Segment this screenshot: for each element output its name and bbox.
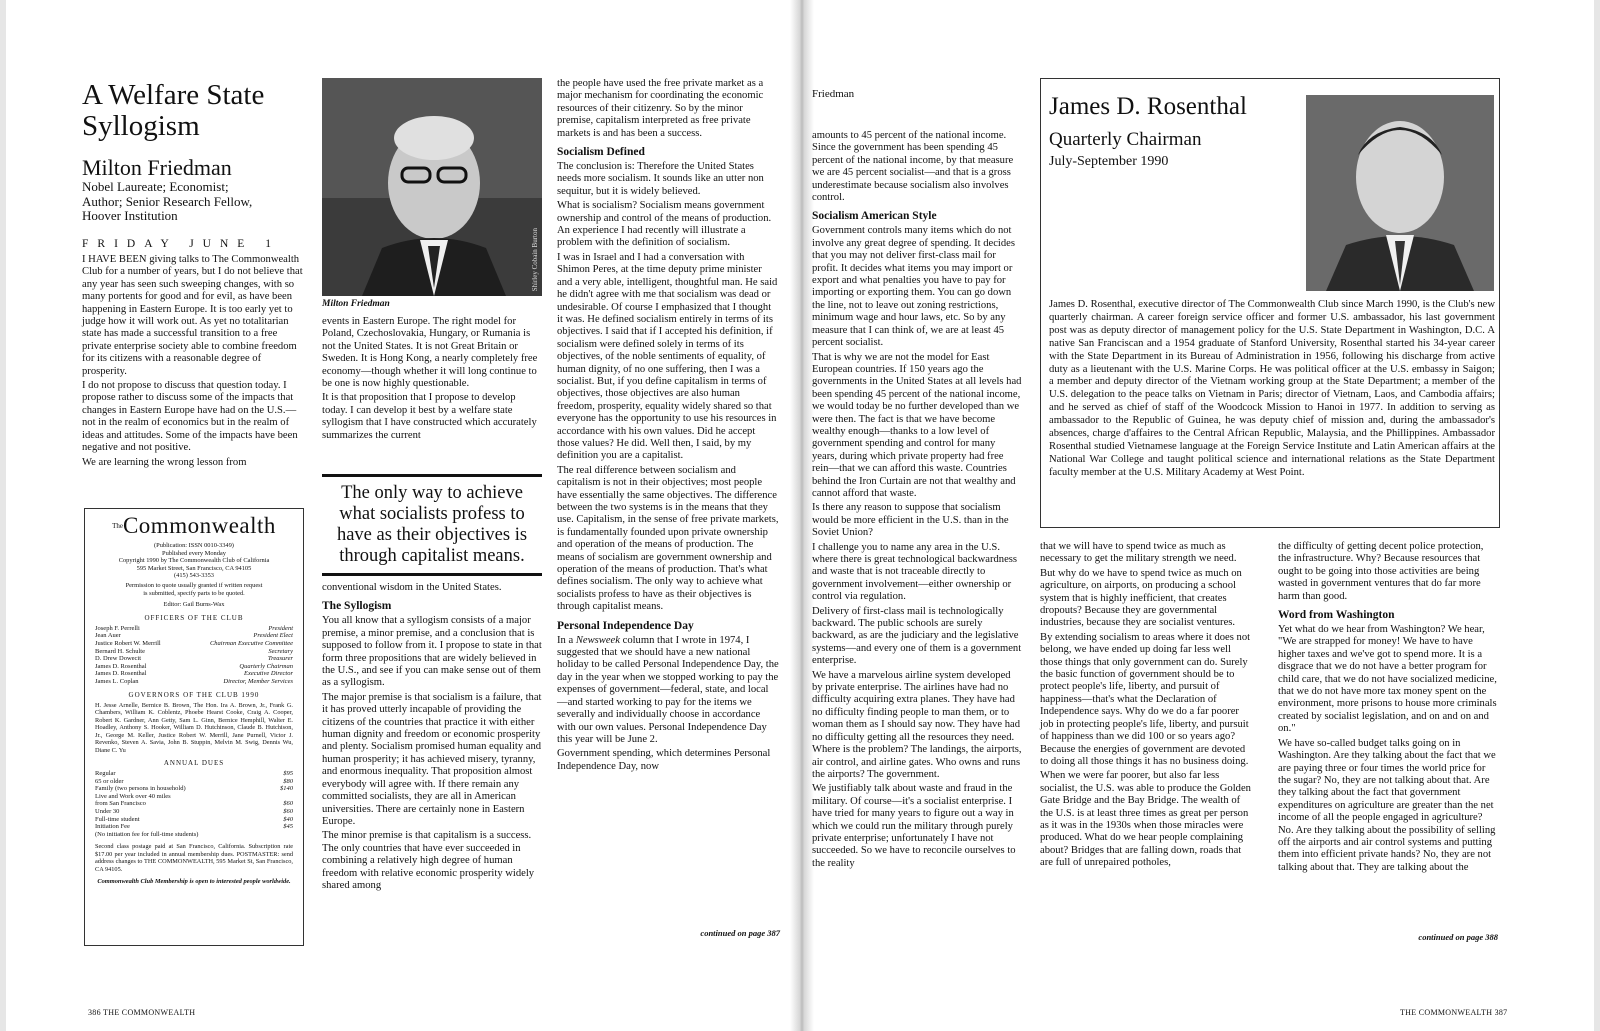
right-page-edge (1594, 0, 1600, 1031)
dues-list (95, 770, 293, 838)
page-footer-left: 386 THE COMMONWEALTH (88, 1008, 196, 1017)
paragraph: events in Eastern Europe. The right model for Poland, Czechoslovakia, Hungary, or Rumania is not the United States. It is not Great Britain or Sweden. It is Hong Kong, a nearly completely free economy—though whether it will long continue to be one is now highly questionable. (322, 316, 538, 390)
article-column-2-continued (322, 582, 542, 894)
officer-row: Bernard H. Schulte Secretary (95, 647, 293, 655)
officer-row: James L. Coplan Director, Member Services (95, 677, 293, 685)
paragraph: The conclusion is: Therefore the United States needs more socialism. It sounds like an utter non sequitur, but it is widely believed. (557, 161, 764, 197)
paragraph: amounts to 45 percent of the national income. Since the government has been spending 45 percent of the national income, by that measure we are 45 percent socialist—and that is a gross underestimate because socialism also involves control. (812, 130, 1014, 204)
dues-row: Regular $95 (95, 770, 293, 777)
running-head: Friedman (812, 88, 855, 100)
paragraph: Yet what do we hear from Washington? We hear, "We are strapped for money! We have to have higher taxes and we've got to spend more. It is a disgrace that we do not have a better program for child care, that we do not have socialized medicine, that we do not have more tax money spent on the environment, more prisons to house more criminals created by socialist legislation, and on and on and on." (1278, 624, 1497, 735)
paragraph: The minor premise is that capitalism is a success. The only countries that have ever succeeded in combining a relatively high degree of human freedom with relative economic prosperity widely shared among (322, 830, 535, 891)
paragraph: Government controls many items which do not involve any great degree of spending. It decides that you may not deliver first-class mail for profit. It decides what items you may import or export and what penalties you have to pay for importing or exporting them. You can go down the line, not to leave out zoning restrictions, minimum wage and hour laws, etc. So by any measure that I can think of, we are at least 45 percent socialist. (812, 225, 1015, 349)
bio-role: Quarterly Chairman (1049, 129, 1202, 150)
paragraph: When we were far poorer, but also far less socialist, the U.S. was able to produce the Golden Gate Bridge and the Bay Bridge. The wealth of the U.S. is at least three times as great per person as it was in the 1930s when those miracles were produced. What do we hear people complaining about? Bridges that are falling down, roads that are full of unrepaired potholes, (1040, 770, 1251, 869)
portrait-image (322, 78, 542, 296)
dues-heading: ANNUAL DUES (163, 759, 225, 767)
paragraph: In a Newsweek column that I wrote in 1974, I suggested that we should have a new national holiday to be called Personal Independence Day, the day in the year when we stopped working to pay the expenses of government—federal, state, and local—and started working to pay for the items we severally and individually choose in accordance with our own values. Personal Independence Day this year will be June 2. (557, 634, 779, 745)
article-column-3 (557, 78, 779, 775)
paragraph: We are learning the wrong lesson from (82, 456, 247, 468)
author-affiliation: Nobel Laureate; Economist; Author; Senior Research Fellow, Hoover Institution (82, 179, 253, 223)
paragraph: The major premise is that socialism is a failure, that it has proved utterly incapable of providing the citizens of the countries that practice it with either human dignity and freedom or economic prosperity and plenty. Socialism promised human equality and human prosperity; it has achieved misery, tyranny, and enormous inequality. That proposition almost everybody will agree with. If there remain any committed socialists, they are all in American universities. There are certainly none in Eastern Europe. (322, 691, 542, 827)
section-heading: Socialism Defined (557, 146, 645, 159)
photo-caption: Milton Friedman (322, 299, 390, 309)
article-column-1 (82, 254, 304, 471)
dues-row: Live and Work over 40 miles (95, 792, 171, 800)
dues-row: Under 30 $60 (95, 807, 293, 815)
paragraph: It is that proposition that I propose to develop today. I can develop it best by a welfare state syllogism that I have constructed which accurately summarizes the current (322, 392, 537, 441)
officer-row: Joseph F. Perrelli President (95, 624, 293, 632)
section-heading: Personal Independence Day (557, 619, 694, 632)
speech-date: FRIDAY JUNE 1 (82, 237, 280, 250)
section-heading: Socialism American Style (812, 210, 937, 223)
paragraph: the difficulty of getting decent police protection, the infrastructure. Why? Because resources that ought to be going into those activities are being wasted in government ventures that do far more harm than good. (1278, 541, 1484, 602)
governors-list: H. Jesse Arnelle, Bernice B. Brown, The Hon. Ira A. Brown, Jr., Frank G. Chambers, William K. Coblentz, Phoebe Hearst Cooke, Craig A. Cooper, Robert K. Gardner, Ann Getty, Sam L. Ginn, Bernice Hemphill, Walter E. Hoadley, Anthony S. Hooker, William D. Hutchinson, Claude B. Hutchison, Jr., George M. Keller, Justice Robert W. Merrill, Jane Purnell, Victor J. Revenko, Steven A. Savia, John B. Stuppin, Melvin M. Swig, Dennis Wu, Diane C. Yu (95, 701, 293, 754)
paragraph: I challenge you to name any area in the U.S. where there is great technological backwardness and waste that is not traceable directly to government involvement—either ownership or control via regulation. (812, 541, 1018, 603)
friedman-photo (322, 78, 542, 296)
officer-row: D. Drew Dowecit Treasurer (95, 655, 293, 663)
editor-line: Editor: Gail Burns-Wax (163, 601, 225, 609)
paragraph: By extending socialism to areas where it does not belong, we have ended up doing far less well those things that only government can do. Surely the basic function of government should be to protect people's life, liberty, and pursuit of happiness—that's what the Declaration of Independence says. Why do we do a far poorer job in protecting people's life, liberty, and pursuit of happiness than we did 100 or so years ago? Because the energies of government are devoted to doing all those things it has no business doing. (1040, 631, 1251, 767)
postage-notice: Second class postage paid at San Francisco, California. Subscription rate $17.00 per year included in annual membership dues. POSTMASTER: send address changes to THE COMMONWEALTH, 595 Market St, San Francisco, CA 94105. (95, 843, 293, 873)
section-heading: The Syllogism (322, 600, 392, 613)
right-column-3 (1278, 541, 1498, 876)
paragraph: I was in Israel and I had a conversation with Shimon Peres, at the time deputy prime minister and a very able, intelligent, thoughtful man. He said he didn't agree with me that socialism was dead or undesirable. Of course I emphasized that I thought it was. He defined socialism entirely in terms of its objectives. I said that if I accepted his definition, if socialism were defined solely in terms of its objectives, of the noble sentiments of equality, of human dignity, of no one suffering, then I was a socialist. But, if you define capitalism in terms of objectives, those objectives are also human freedom, prosperity, equality widely shared so that everyone has the opportunity to use his resources in accordance with his own values. Did he accept those values? He did. Well then, I said, by my definition you are a capitalist. (557, 251, 778, 462)
paragraph: That is why we are not the model for East European countries. If 150 years ago the governments in the United States at all levels had been spending 45 percent of the national income, we would today be no further developed than we were then. The fact is that we have become wealthy enough—thanks to a low level of government spending and control for many years, during which private property had free rein—that we can afford this waste. Countries behind the Iron Curtain are not that wealthy and cannot afford that waste. (812, 351, 1022, 499)
paragraph: that we will have to spend twice as much as necessary to get the military strength we need. (1040, 541, 1237, 565)
bio-period: July-September 1990 (1049, 154, 1169, 169)
officer-row: Jean Auer President Elect (95, 632, 293, 640)
dues-row: Full-time student $40 (95, 815, 293, 823)
publication-info: (Publication: ISSN 0010-3349) Published every Monday Copyright 1990 by The Commonwealth Club of California 595 Market Street, San Francisco, CA 94105 (415) 543-3353 Permission to quote usually granted if written request is submitted, specify parts to be quoted. Editor: Gail Burns-Wax (95, 542, 293, 609)
page-footer-right: THE COMMONWEALTH 387 (1400, 1008, 1508, 1017)
right-column-1 (812, 130, 1022, 872)
continued-note: continued on page 388 (1418, 932, 1498, 942)
bio-name: James D. Rosenthal (1049, 93, 1247, 120)
paragraph: Is there any reason to suppose that socialism would be more efficient in the U.S. than in the Soviet Union? (812, 502, 1009, 539)
officer-row: Justice Robert W. Merrill Chairman Executive Committee (95, 639, 293, 647)
officer-row: James D. Rosenthal Quarterly Chairman (95, 662, 293, 670)
governors-heading: GOVERNORS OF THE CLUB 1990 (128, 690, 260, 699)
dues-row: 65 or older $80 (95, 777, 293, 785)
author-name: Milton Friedman (82, 155, 232, 180)
photo-credit: Shirley Cobain Burton (531, 228, 539, 292)
article-column-2 (322, 316, 542, 444)
article-heading (82, 80, 304, 250)
paragraph: We have so-called budget talks going on in Washington. Are they talking about the fact that we are paying three or four times the world price for the sugar? No, they are not talking about that. Are they talking about the fact that government expenditures on agriculture are greater than the net income of all the people engaged in agriculture? No. Are they talking about the possibility of selling off the airports and air control systems and putting them into efficient private hands? No, they are not talking about that. They are talking about the (1278, 737, 1496, 873)
paragraph: the people have used the free private market as a major mechanism for coordinating the economic resources of their citizenry. So by the minor premise, capitalism interpreted as free private markets is and has been a success. (557, 78, 764, 139)
officers-heading: OFFICERS OF THE CLUB (144, 613, 244, 622)
portrait-image (1306, 95, 1494, 291)
binding-gutter (790, 0, 814, 1031)
paragraph: Government spending, which determines Personal Independence Day, now (557, 748, 771, 772)
paragraph: You all know that a syllogism consists of a major premise, a minor premise, and a conclusion that is supposed to follow from it. I propose to state in that form three propositions that are widely believed in the U.S., and see if you can make sense out of them as a syllogism. (322, 615, 542, 689)
bio-text: James D. Rosenthal, executive director of The Commonwealth Club since March 1990, is the Club's new quarterly chairman. A career foreign service officer and former U.S. ambassador, his last government post was as deputy director of management policy for the U.S. State Department in Washington, D.C. A native San Franciscan and a 1954 graduate of Stanford University, Rosenthal started his 34-year career with the State Department in its Bureau of Administration in 1956, following his discharge from active duty as a lieutenant with the U.S. Marine Corps. He was political officer at the U.S. embassy in Saigon; a member and deputy director of the Vietnam working group at the State Department; a member of the U.S. delegation to the peace talks on Vietnam in Paris; director of Vietnam, Laos, and Cambodia affairs; and he served as chief of staff of the Woodcock Mission to Hanoi in 1977. In addition to serving as ambassador to the Republic of Guinea, he was deputy chief of mission and, during the ambassador's absences, charge d'affaires to the Central African Republic, Malaysia, and the Phillippines. Ambassador Rosenthal studied Vietnamese language at the Foreign Service Institute and Latin American affairs at the National War College and taught political science and international relations as the State Department faculty member at the U.S. Military Academy at West Point. (1049, 299, 1495, 478)
article-title: A Welfare State Syllogism (82, 79, 265, 142)
paragraph: We justifiably talk about waste and fraud in the military. Of course—it's a socialist enterprise. I have tried for many years to figure out a way in which we could run the military through purely private enterprise; unfortunately I have not succeeded. So we have to reconcile ourselves to the reality (812, 783, 1016, 869)
paragraph: Delivery of first-class mail is technologically backward. The public schools are surely backward, as are the judiciary and the legislative systems—and every one of them is a government enterprise. (812, 605, 1022, 667)
dues-row: from San Francisco $60 (95, 800, 293, 808)
paragraph: I do not propose to discuss that question today. I propose rather to discuss some of the impacts that changes in Eastern Europe have had on the U.S.—not in the realm of economics but in the realm of ideas and attitudes. Some of the impacts have been negative and not positive. (82, 380, 298, 454)
pull-quote: The only way to achieve what socialists profess to have as their objectives is through capitalist means. (322, 474, 542, 576)
masthead-logo: $^{The}$Commonwealth (112, 513, 276, 538)
dues-row: Family (two persons in household) $140 (95, 785, 293, 793)
dues-row: Initiation Fee $45 (95, 823, 293, 831)
paragraph: conventional wisdom in the United States. (322, 582, 502, 593)
masthead-box (84, 508, 304, 946)
bio-heading (1049, 93, 1247, 170)
paragraph: I HAVE BEEN giving talks to The Commonwealth Club for a number of years, but I do not believe that any year has seen such sweeping changes, with so many portents for good and for evil, as have been happening in Eastern Europe. It is too early yet to judge how it will work out. As yet no totalitarian state has made a successful transition to a free private enterprise society able to combine freedom for its citizens with a reasonable degree of prosperity. (82, 254, 303, 377)
dues-row: (No initiation fee for full-time students) (95, 830, 199, 838)
paragraph: What is socialism? Socialism means government ownership and control of the means of production. An experience I had recently will illustrate a problem with the definition of socialism. (557, 200, 772, 249)
officer-row: James D. Rosenthal Executive Director (95, 670, 293, 678)
continued-note: continued on page 387 (700, 928, 780, 938)
left-page-edge (0, 0, 6, 1031)
right-column-2 (1040, 541, 1254, 872)
paragraph: But why do we have to spend twice as much on agriculture, on airports, on producing a school system that is highly inefficient, that creates dropouts? Because they are governmental industries, because they are socialist ventures. (1040, 567, 1242, 629)
paragraph: The real difference between socialism and capitalism is not in their objectives; most people have essentially the same objectives. The difference between the two systems is in the means that they use. Capitalism, in the sense of free private markets, is fundamentally founded upon private ownership and operation of the means of production. The means of socialism are government ownership and operation of the means of production. That's what defines socialism. The only way to achieve what socialists profess to have as their objectives is through capitalist means. (557, 464, 779, 613)
officers-list (95, 625, 293, 686)
section-heading: Word from Washington (1278, 609, 1395, 622)
bio-box (1040, 78, 1500, 528)
membership-note: Commonwealth Club Membership is open to interested people worldwide. (97, 878, 291, 886)
rosenthal-photo (1306, 95, 1494, 291)
paragraph: We have a marvelous airline system developed by private enterprise. The airlines have had no difficulty acquiring extra planes. They have had no difficulty finding people to man them, or to woman them as I should say now. They have had no difficulty getting all the resources they need. Where is the problem? The landings, the airports, air control, and airline gates. Who owns and runs the airports? The government. (812, 669, 1022, 780)
